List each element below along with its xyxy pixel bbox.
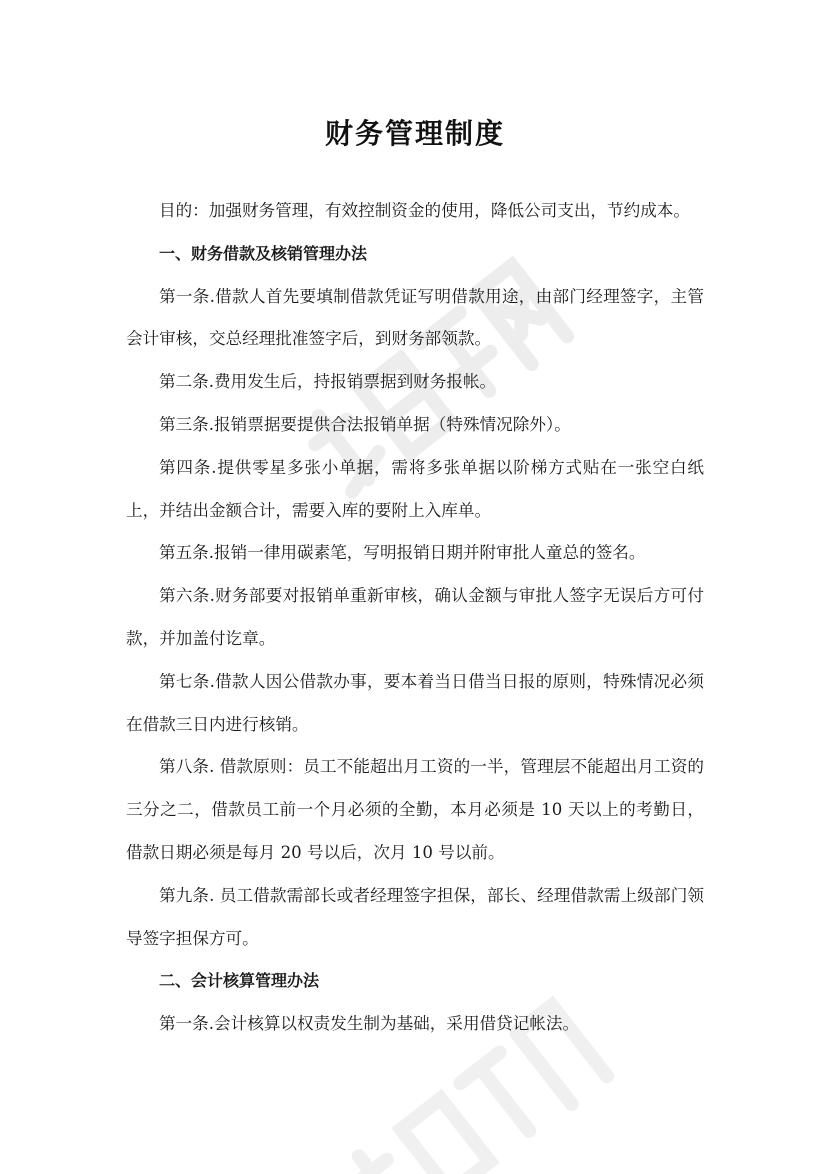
article-paragraph: 第四条.提供零星多张小单据，需将多张单据以阶梯方式贴在一张空白纸上，并结出金额合计，需要入库的要附上入库单。 bbox=[126, 457, 704, 520]
article-paragraph: 第六条.财务部要对报销单重新审核，确认金额与审批人签字无误后方可付款，并加盖付讫章。 bbox=[126, 586, 704, 648]
document-title: 财务管理制度 bbox=[324, 117, 505, 150]
purpose-paragraph: 目的：加强财务管理，有效控制资金的使用，降低公司支出，节约成本。 bbox=[159, 201, 690, 220]
article-paragraph: 第五条.报销一律用碳素笔，写明报销日期并附审批人童总的签名。 bbox=[159, 543, 646, 563]
section-heading: 二、会计核算管理办法 bbox=[159, 971, 320, 991]
article-paragraph: 第三条.报销票据要提供合法报销单据（特殊情况除外）。 bbox=[159, 414, 571, 434]
section-heading: 一、财务借款及核销管理办法 bbox=[159, 243, 368, 263]
article-paragraph: 第一条.借款人首先要填制借款凭证写明借款用途，由部门经理签字，主管会计审核，交总经理批准签字后，到财务部领款。 bbox=[126, 286, 704, 349]
document-body bbox=[126, 190, 704, 1046]
article-paragraph: 第八条. 借款原则：员工不能超出月工资的一半，管理层不能超出月工资的三分之二，借款员工前一个月必须的全勤，本月必须是 10 天以上的考勤日，借款日期必须是每月 20 号以后，次月 10 号以前。 bbox=[126, 757, 704, 862]
article-paragraph: 第九条. 员工借款需部长或者经理签字担保，部长、经理借款需上级部门领导签字担保方可。 bbox=[126, 885, 704, 948]
article-paragraph: 第二条.费用发生后，持报销票据到财务报帐。 bbox=[159, 372, 497, 392]
article-paragraph: 第七条.借款人因公借款办事，要本着当日借当日报的原则，特殊情况必须在借款三日内进行核销。 bbox=[126, 671, 704, 734]
article-paragraph: 第一条.会计核算以权责发生制为基础，采用借贷记帐法。 bbox=[159, 1014, 580, 1034]
